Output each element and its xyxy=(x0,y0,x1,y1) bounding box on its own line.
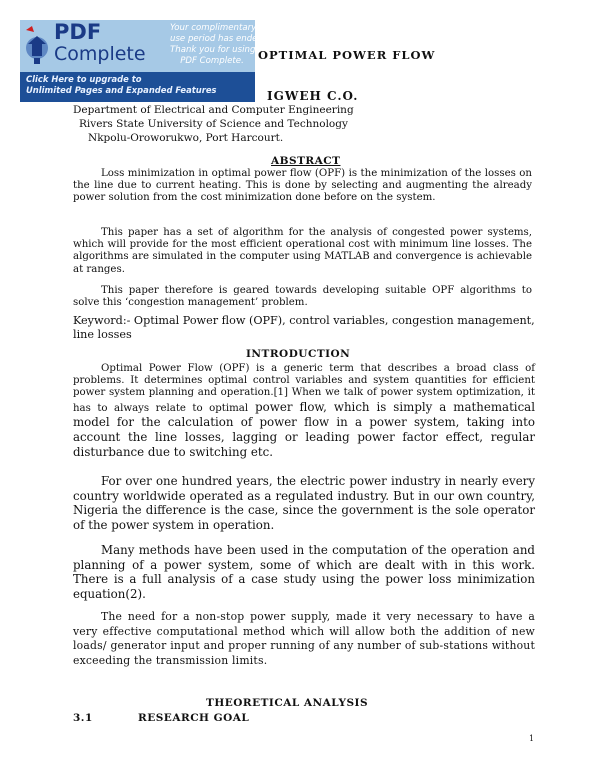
intro-paragraph-text: Many methods have been used in the computation of the operation and planning of a power system, some of which are dealt with in this work. There is a full analysis of a case study using the power loss minimization equation(2). xyxy=(73,543,535,601)
section-number: 3.1 xyxy=(73,712,93,724)
keywords: Keyword:- Optimal Power flow (OPF), control variables, congestion management, line losses xyxy=(73,314,535,341)
introduction-paragraph xyxy=(73,610,535,668)
author-name: IGWEH C.O. xyxy=(267,89,359,103)
upgrade-link[interactable]: Unlimited Pages and Expanded Features xyxy=(26,85,217,95)
upgrade-banner[interactable] xyxy=(20,20,266,102)
intro-lead-small: Optimal Power Flow (OPF) is a generic term that describes a broad class of problems. It determines optimal control variables and system quantities for efficient power system planning and operation.[1] When we talk of power system optimization, it has to always relate to optimal xyxy=(73,363,535,414)
abstract-paragraph xyxy=(73,227,532,276)
introduction-paragraph xyxy=(73,543,535,601)
pdf-complete-logo-icon xyxy=(22,22,52,68)
abstract-paragraph-text: This paper has a set of algorithm for the analysis of congested power systems, which will provide for the most efficient operational cost with minimum line losses. The algorithms are simulated in the computer using MATLAB and convergence is achievable at ranges. xyxy=(73,227,532,275)
intro-paragraph-text: For over one hundred years, the electric power industry in nearly every country worldwide operated as a regulated industry. But in our own country, Nigeria the difference is the case, since the government is the sole operator of the power system in operation. xyxy=(73,474,535,532)
abstract-paragraph xyxy=(73,168,532,205)
theoretical-analysis-heading: THEORETICAL ANALYSIS xyxy=(206,697,369,709)
blurb-line: Thank you for using xyxy=(170,45,256,55)
introduction-paragraph xyxy=(73,474,535,532)
blurb-line: Your complimentary xyxy=(170,23,257,33)
section-title: RESEARCH GOAL xyxy=(138,712,250,724)
intro-lead-large: power flow, which is simply a mathematical model for the calculation of power flow in a power system, taking into account the line losses, lagging or leading power factor effect, regular disturbance due to switching etc. xyxy=(73,399,535,460)
introduction-paragraph xyxy=(73,363,535,460)
affiliation-line: Department of Electrical and Computer Engineering xyxy=(73,104,354,116)
abstract-paragraph xyxy=(73,285,532,309)
blurb-line: use period has ended. xyxy=(170,34,266,44)
affiliation-line: Nkpolu-Oroworukwo, Port Harcourt. xyxy=(88,132,284,144)
logo-subword: Complete xyxy=(54,43,146,65)
abstract-paragraph-text: Loss minimization in optimal power flow (OPF) is the minimization of the losses on the line due to current heating. This is done by selecting and augmenting the already power solution from the cost minimization done before on the system. xyxy=(73,168,532,204)
abstract-paragraph-text: This paper therefore is geared towards developing suitable OPF algorithms to solve this ‘congestion management’ problem. xyxy=(73,285,532,309)
affiliation-line: Rivers State University of Science and Technology xyxy=(79,118,348,130)
abstract-heading: ABSTRACT xyxy=(271,155,341,167)
blurb-line: PDF Complete. xyxy=(180,56,244,66)
upgrade-link[interactable]: Click Here to upgrade to xyxy=(26,74,142,84)
logo-word: PDF xyxy=(54,20,102,44)
paper-title: OPTIMAL POWER FLOW xyxy=(258,48,436,62)
page-number: 1 xyxy=(529,734,535,743)
introduction-heading: INTRODUCTION xyxy=(246,348,351,360)
intro-paragraph-text: The need for a non-stop power supply, made it very necessary to have a very effective computational method which will allow both the addition of new loads/ generator input and proper running of any number of sub-stations without exceeding the transmission limits. xyxy=(73,610,535,667)
